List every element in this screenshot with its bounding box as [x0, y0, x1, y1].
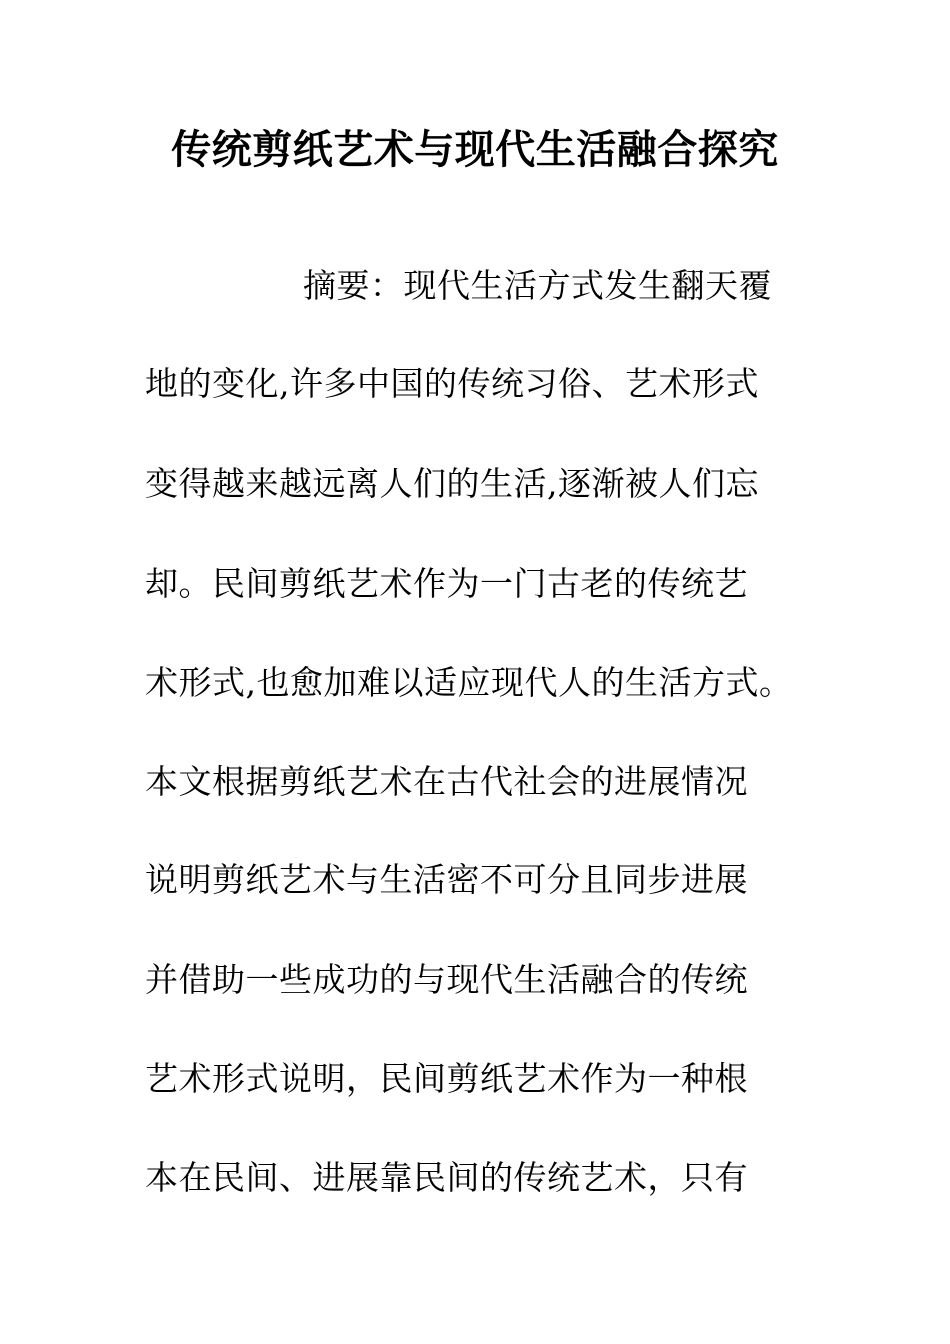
- abstract-line: 地的变化,许多中国的传统习俗、艺术形式: [145, 364, 759, 403]
- abstract-line: 变得越来越远离人们的生活,逐渐被人们忘: [145, 464, 759, 503]
- abstract-line: 并借助一些成功的与现代生活融合的传统: [145, 960, 748, 999]
- abstract-line: 术形式,也愈加难以适应现代人的生活方式。: [145, 663, 793, 702]
- abstract-line: 本在民间、进展靠民间的传统艺术，只有: [145, 1158, 748, 1197]
- abstract-line: 本文根据剪纸艺术在古代社会的进展情况: [145, 762, 748, 801]
- abstract-line: 摘要：现代生活方式发生翻天覆: [303, 266, 772, 305]
- abstract-line: 说明剪纸艺术与生活密不可分且同步进展: [145, 860, 748, 899]
- document-title: 传统剪纸艺术与现代生活融合探究: [171, 126, 779, 173]
- abstract-line: 却。民间剪纸艺术作为一门古老的传统艺: [145, 564, 748, 603]
- abstract-line: 艺术形式说明，民间剪纸艺术作为一种根: [145, 1059, 748, 1098]
